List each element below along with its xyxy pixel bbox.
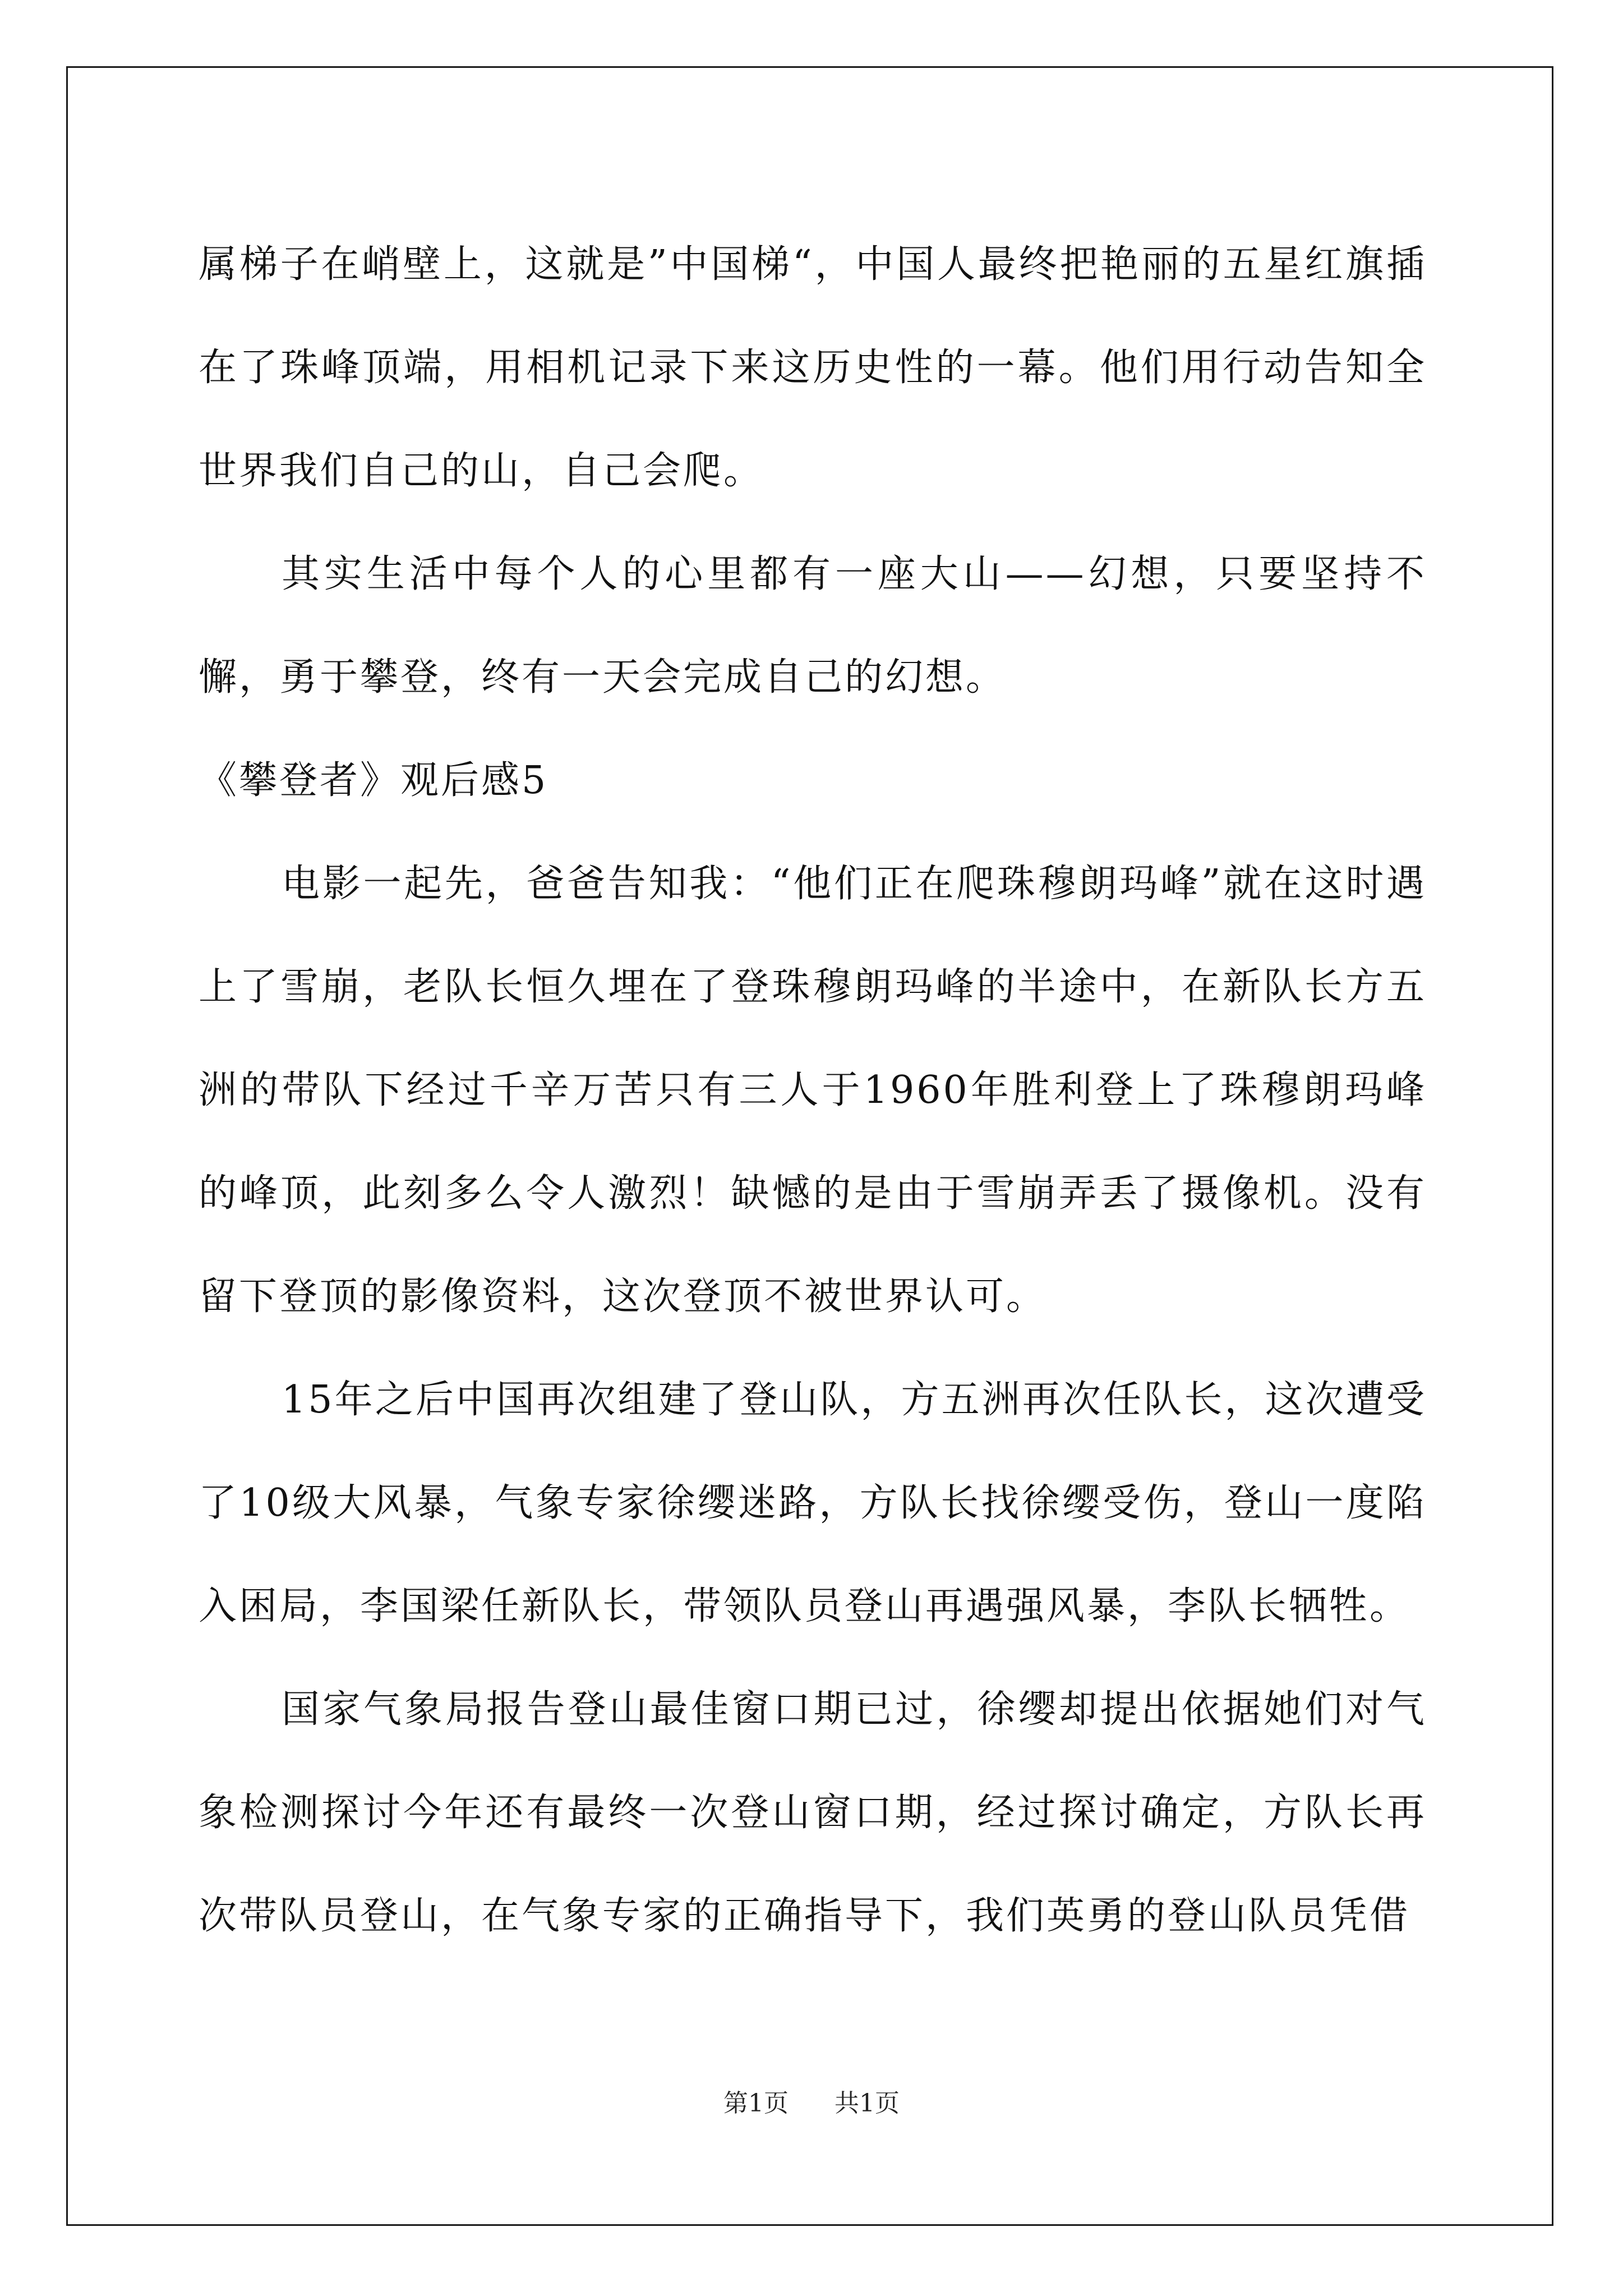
section-heading: 《攀登者》观后感5 xyxy=(199,758,548,803)
paragraph-3: 电影一起先，爸爸告知我：“他们正在爬珠穆朗玛峰”就在这时遇上了雪崩，老队长恒久埋在了登珠穆朗玛峰的半途中，在新队长方五洲的带队下经过千辛万苦只有三人于1960年胜利登上了珠穆朗玛峰的峰顶，此刻多么令人激烈！缺憾的是由于雪崩弄丢了摄像机。没有留下登顶的影像资料，这次登顶不被世界认可。 xyxy=(199,862,1427,1319)
page-number-total: 共1页 xyxy=(834,2089,900,2118)
page-number-current: 第1页 xyxy=(723,2089,789,2118)
paragraph-5: 国家气象局报告登山最佳窗口期已过，徐缨却提出依据她们对气象检测探讨今年还有最终一次登山窗口期，经过探讨确定，方队长再次带队员登山，在气象专家的正确指导下，我们英勇的登山队员凭借 xyxy=(199,1687,1427,1938)
paragraph-4: 15年之后中国再次组建了登山队，方五洲再次任队长，这次遭受了10级大风暴，气象专家徐缨迷路，方队长找徐缨受伤，登山一度陷入困局，李国梁任新队长，带领队员登山再遇强风暴，李队长牺牲。 xyxy=(199,1378,1427,1628)
page-footer xyxy=(0,2087,1623,2120)
paragraph-1: 属梯子在峭壁上，这就是”中国梯“，中国人最终把艳丽的五星红旗插在了珠峰顶端，用相机记录下来这历史性的一幕。他们用行动告知全世界我们自己的山，自己会爬。 xyxy=(199,242,1427,493)
paragraph-2: 其实生活中每个人的心里都有一座大山——幻想，只要坚持不懈，勇于攀登，终有一天会完成自己的幻想。 xyxy=(199,552,1427,700)
document-body xyxy=(199,213,1427,1968)
